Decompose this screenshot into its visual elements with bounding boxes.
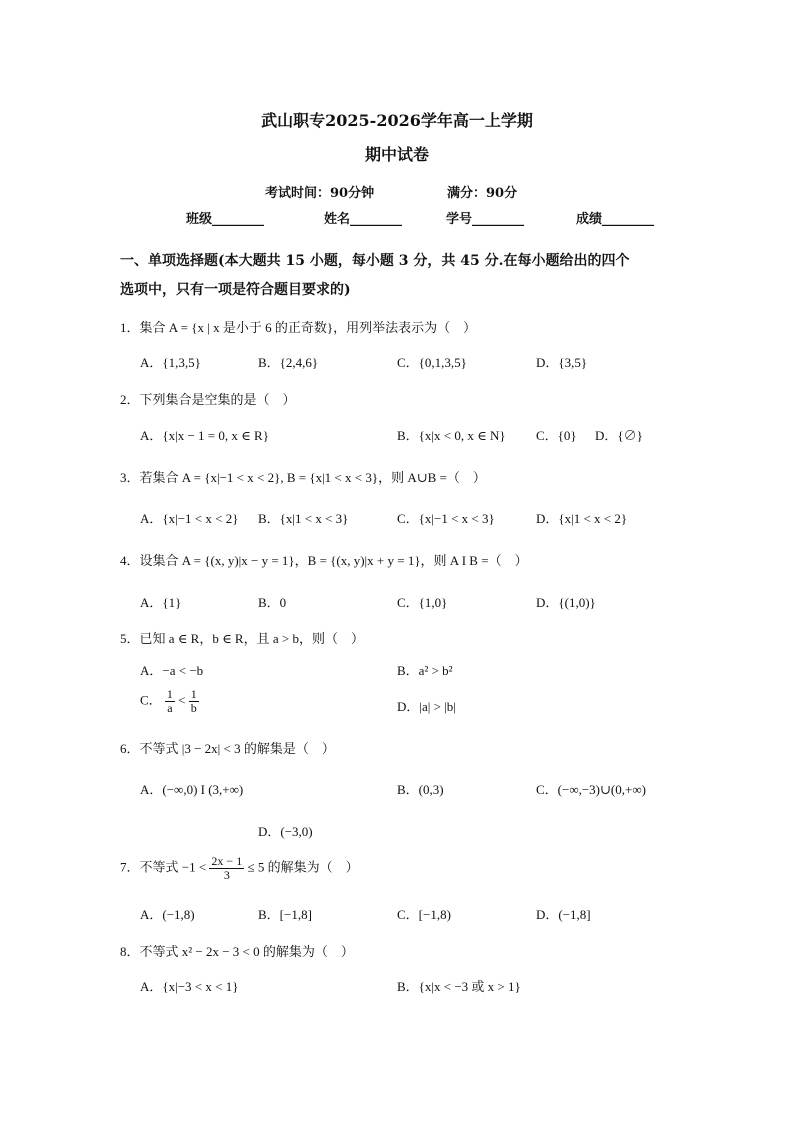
q5-frac2-den: b (190, 701, 197, 715)
q5-option-d: D．|a| > |b| (397, 699, 456, 714)
q5-option-a: A．−a < −b (140, 663, 204, 678)
question-7-stem (120, 855, 359, 882)
q6-option-d: D．(−3,0) (258, 824, 313, 839)
q5-frac2-num: 1 (190, 687, 197, 701)
q3-option-b: B．{x|1 < x < 3} (258, 511, 349, 526)
q7-stem-post: ≤ 5 的解集为（ ） (247, 859, 359, 875)
q4-option-d: D．{(1,0)} (536, 595, 596, 610)
question-2-stem: 2．下列集合是空集的是（ ） (120, 392, 296, 407)
exam-title: 武山职专2025-2026学年高一上学期 (261, 111, 533, 130)
q4-option-b: B．0 (258, 595, 287, 610)
q5-fraction-1 (165, 688, 175, 715)
q5-fraction-2 (189, 688, 199, 715)
q1-option-d: D．{3,5} (536, 355, 588, 370)
q3-option-c: C．{x|−1 < x < 3} (397, 511, 495, 526)
q7-stem-pre: 7．不等式 −1 < (120, 859, 207, 875)
q2-option-c: C．{0} (536, 428, 577, 443)
q7-frac-den: 3 (223, 868, 230, 882)
field-class: 班级________ (186, 212, 265, 227)
question-8-stem: 8．不等式 x² − 2x − 3 < 0 的解集为（ ） (120, 944, 354, 959)
q5-relation: < (178, 692, 186, 708)
question-3-stem: 3．若集合 A = {x|−1 < x < 2}, B = {x|1 < x < 3}，则 A∪B =（ ） (120, 470, 486, 485)
q7-option-d: D．(−1,8] (536, 907, 591, 922)
q1-option-a: A．{1,3,5} (140, 355, 201, 370)
q7-option-c: C．[−1,8) (397, 907, 451, 922)
q5-option-b: B．a² > b² (397, 663, 453, 678)
question-1-stem: 1．集合 A = {x | x 是小于 6 的正奇数}，用列举法表示为（ ） (120, 320, 477, 335)
q5-option-c (140, 688, 199, 715)
section-heading-cont: 选项中，只有一项是符合题目要求的) (120, 282, 351, 298)
q7-option-b: B．[−1,8] (258, 907, 312, 922)
q1-option-c: C．{0,1,3,5} (397, 355, 467, 370)
q2-option-b: B．{x|x < 0, x ∈ N} (397, 428, 506, 443)
q2-option-a: A．{x|x − 1 = 0, x ∈ R} (140, 428, 269, 443)
field-student-id: 学号________ (446, 212, 525, 227)
q6-option-b: B．(0,3) (397, 782, 444, 797)
exam-score: 满分：90分 (447, 186, 518, 201)
q7-frac-num: 2x − 1 (211, 854, 243, 868)
question-6-stem: 6．不等式 |3 − 2x| < 3 的解集是（ ） (120, 741, 335, 756)
q2-option-d: D．{∅} (595, 428, 643, 443)
field-grade: 成绩________ (576, 212, 655, 227)
exam-time: 考试时间：90分钟 (265, 186, 375, 201)
q7-fraction (209, 855, 244, 882)
question-4-stem: 4．设集合 A = {(x, y)|x − y = 1}，B = {(x, y)|x + y = 1}，则 A I B =（ ） (120, 553, 528, 568)
question-5-stem: 5．已知 a ∈ R，b ∈ R，且 a > b，则（ ） (120, 631, 364, 646)
exam-subtitle: 期中试卷 (364, 145, 429, 164)
section-heading: 一、单项选择题(本大题共 15 小题，每小题 3 分，共 45 分.在每小题给出的四个 (120, 253, 630, 269)
q1-option-b: B．{2,4,6} (258, 355, 319, 370)
q5-option-c-label: C． (140, 692, 162, 708)
q6-option-c: C．(−∞,−3)∪(0,+∞) (536, 782, 646, 797)
q3-option-a: A．{x|−1 < x < 2} (140, 511, 239, 526)
q8-option-b: B．{x|x < −3 或 x > 1} (397, 979, 521, 994)
q3-option-d: D．{x|1 < x < 2} (536, 511, 628, 526)
q4-option-a: A．{1} (140, 595, 182, 610)
q6-option-a: A．(−∞,0) I (3,+∞) (140, 782, 244, 797)
q5-frac1-num: 1 (166, 687, 173, 701)
q8-option-a: A．{x|−3 < x < 1} (140, 979, 239, 994)
q5-frac1-den: a (167, 701, 173, 715)
field-name: 姓名________ (324, 212, 403, 227)
q7-option-a: A．(−1,8) (140, 907, 195, 922)
q4-option-c: C．{1,0} (397, 595, 448, 610)
